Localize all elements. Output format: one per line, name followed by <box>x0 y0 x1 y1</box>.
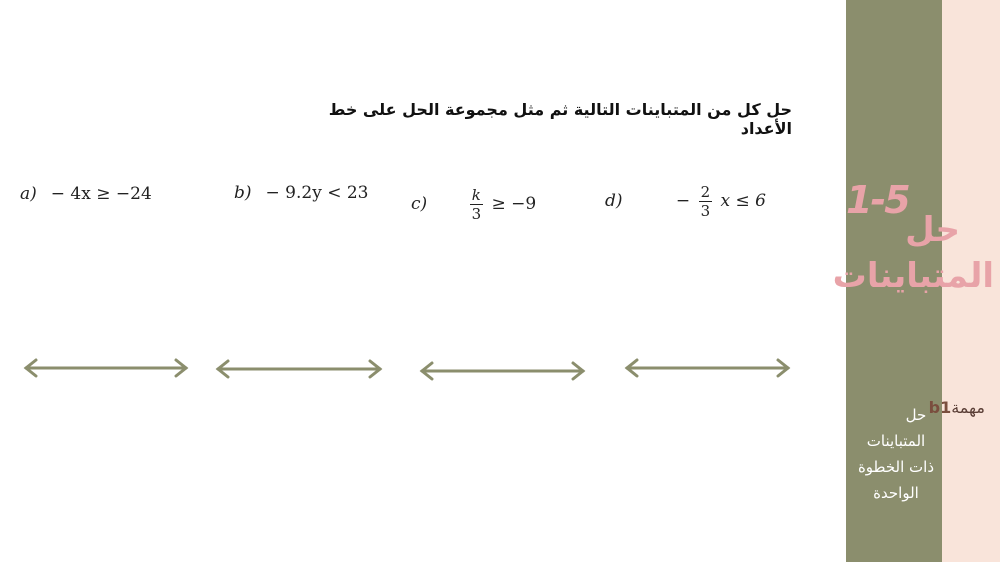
problem-rest: ≥ −9 <box>491 194 537 214</box>
problem-label: a) <box>20 184 37 204</box>
problem-sign: − <box>675 191 691 211</box>
task-description <box>850 402 942 506</box>
fraction-numerator: k <box>470 186 484 205</box>
number-line-a[interactable] <box>26 360 186 376</box>
lesson-title-line1: حل <box>905 210 960 250</box>
task-code: b1 <box>928 398 952 417</box>
task-desc-line: ذات الخطوة <box>857 458 935 476</box>
task-desc-line: حل <box>905 406 927 424</box>
problem-expression: − 9.2y < 23 <box>265 183 369 203</box>
task-word: مهمة <box>951 398 985 417</box>
task-desc-line: المتباينات <box>866 432 926 450</box>
lesson-number: 1-5 <box>846 178 909 222</box>
problem-label: c) <box>411 194 428 214</box>
problem-rest: x ≤ 6 <box>720 191 766 211</box>
problem-expression: − 4x ≥ −24 <box>50 184 152 204</box>
instruction-text: حل كل من المتباينات التالية ثم مثل مجموعة الحل على خط الأعداد <box>328 100 792 138</box>
number-line-d[interactable] <box>627 360 788 376</box>
fraction-denominator: 3 <box>471 205 482 223</box>
fraction-denominator: 3 <box>700 202 711 220</box>
lesson-title-line2: المتباينات <box>832 256 994 296</box>
problem-label: d) <box>605 191 623 211</box>
number-line-c[interactable] <box>422 363 583 379</box>
problem-label: b) <box>234 183 252 203</box>
number-line-b[interactable] <box>218 361 380 377</box>
task-desc-line: الواحدة <box>873 484 919 502</box>
fraction-numerator: 2 <box>700 183 711 201</box>
